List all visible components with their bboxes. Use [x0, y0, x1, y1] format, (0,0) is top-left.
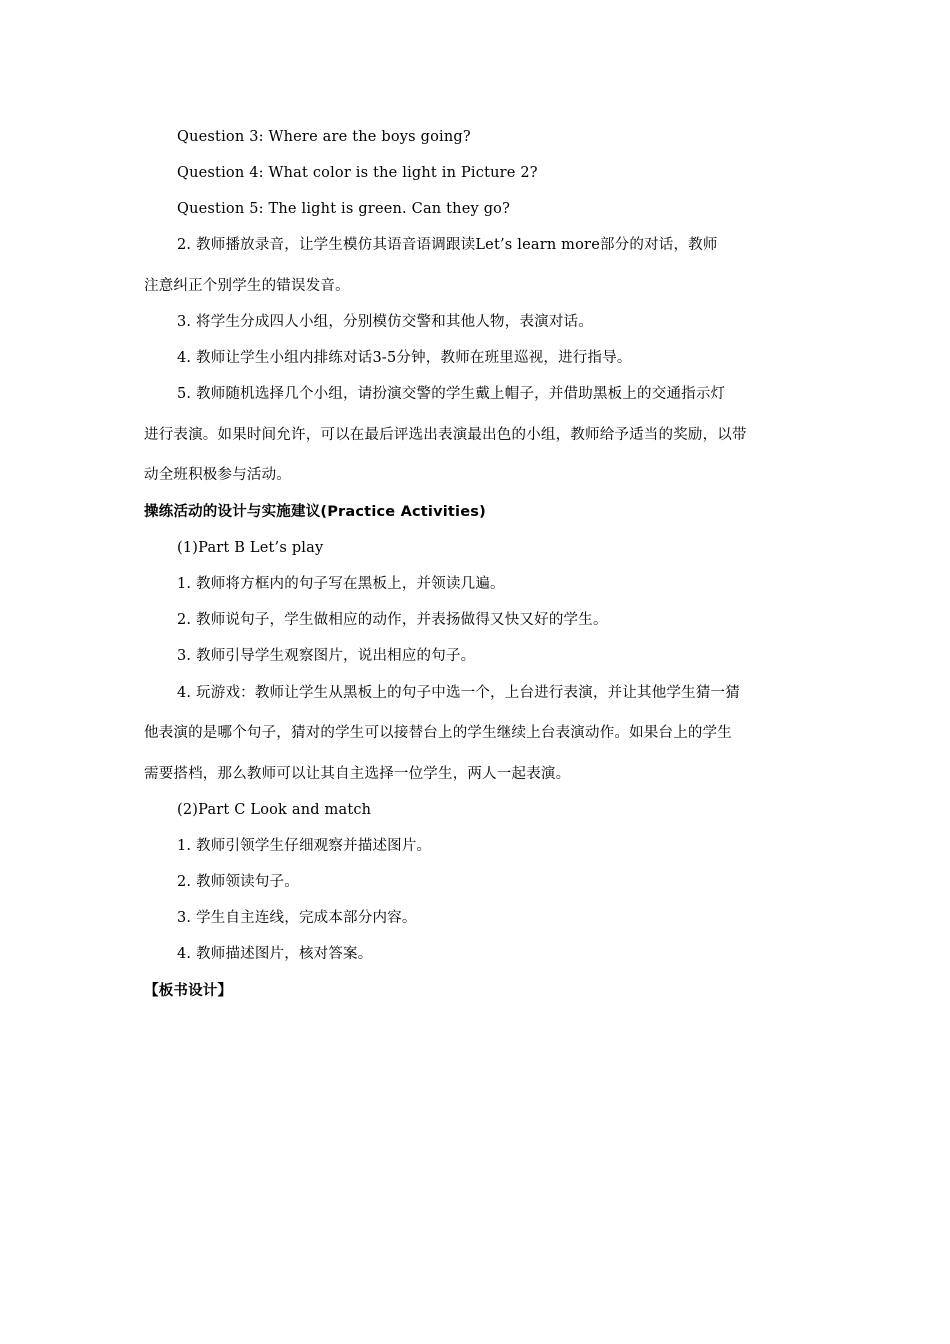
step-5-line-1: 5. 教师随机选择几个小组，请扮演交警的学生戴上帽子，并借助黑板上的交通指示灯: [177, 386, 726, 402]
step-3: 3. 将学生分成四人小组，分别模仿交警和其他人物，表演对话。: [177, 314, 593, 330]
part-b-item-1: 1. 教师将方框内的句子写在黑板上，并领读几遍。: [177, 576, 505, 592]
part-c-item-3: 3. 学生自主连线，完成本部分内容。: [177, 910, 417, 926]
board-design-heading: 【板书设计】: [144, 983, 233, 999]
part-b-game-line-2: 他表演的是哪个句子，猜对的学生可以接替台上的学生继续上台表演动作。如果台上的学生: [144, 725, 732, 741]
step-5-line-2: 进行表演。如果时间允许，可以在最后评选出表演最出色的小组，教师给予适当的奖励，以带: [144, 427, 747, 443]
part-b-title: (1)Part B Let’s play: [177, 540, 324, 556]
part-b-game-line-1: 4. 玩游戏：教师让学生从黑板上的句子中选一个，上台进行表演，并让其他学生猜一猜: [177, 685, 740, 701]
question-3: Question 3: Where are the boys going?: [177, 129, 471, 145]
step-5-line-3: 动全班积极参与活动。: [144, 467, 291, 483]
part-b-item-3: 3. 教师引导学生观察图片，说出相应的句子。: [177, 648, 476, 664]
part-c-title: (2)Part C Look and match: [177, 802, 372, 818]
step-2-line-2: 注意纠正个别学生的错误发音。: [144, 278, 350, 294]
part-b-game-line-3: 需要搭档，那么教师可以让其自主选择一位学生，两人一起表演。: [144, 766, 571, 782]
part-c-item-1: 1. 教师引领学生仔细观察并描述图片。: [177, 838, 432, 854]
part-b-item-2: 2. 教师说句子，学生做相应的动作，并表扬做得又快又好的学生。: [177, 612, 608, 628]
step-2-line-1: 2. 教师播放录音，让学生模仿其语音语调跟读Let’s learn more部分的对话，教师: [177, 237, 718, 253]
question-5: Question 5: The light is green. Can they go?: [177, 201, 511, 217]
part-c-item-4: 4. 教师描述图片，核对答案。: [177, 946, 373, 962]
step-4: 4. 教师让学生小组内排练对话3-5分钟，教师在班里巡视，进行指导。: [177, 350, 632, 366]
practice-heading: 操练活动的设计与实施建议(Practice Activities): [144, 504, 486, 520]
part-c-item-2: 2. 教师领读句子。: [177, 874, 299, 890]
question-4: Question 4: What color is the light in Picture 2?: [177, 165, 538, 181]
